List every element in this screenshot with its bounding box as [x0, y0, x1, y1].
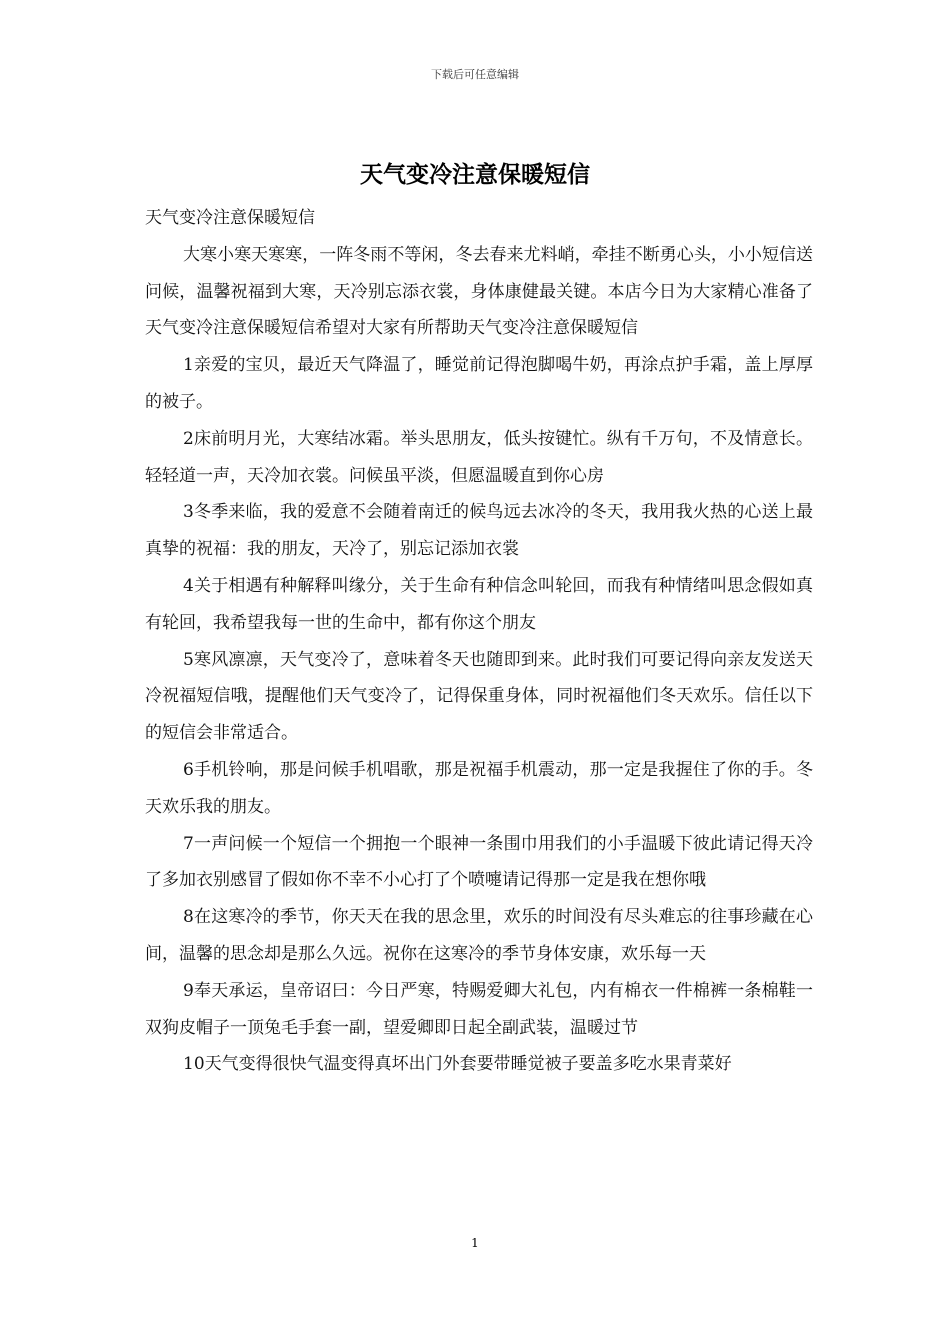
- message-item: 8在这寒冷的季节，你天天在我的思念里，欢乐的时间没有尽头难忘的往事珍藏在心间，温馨的思念却是那么久远。祝你在这寒冷的季节身体安康，欢乐每一天: [145, 907, 813, 964]
- document-subtitle: 天气变冷注意保暖短信: [145, 208, 315, 228]
- page-number: 1: [471, 1236, 479, 1250]
- message-item: 2床前明月光，大寒结冰霜。举头思朋友，低头按键忙。纵有千万句，不及情意长。轻轻道一声，天冷加衣裳。问候虽平淡，但愿温暖直到你心房: [145, 428, 813, 486]
- message-item: 5寒风凛凛，天气变冷了，意味着冬天也随即到来。此时我们可要记得向亲友发送天冷祝福短信哦，提醒他们天气变冷了，记得保重身体，同时祝福他们冬天欢乐。信任以下的短信会非常适合。: [145, 649, 813, 744]
- message-item: 3冬季来临，我的爱意不会随着南迁的候鸟远去冰冷的冬天，我用我火热的心送上最真挚的祝福：我的朋友，天冷了，别忘记添加衣裳: [145, 502, 813, 560]
- message-item: 10天气变得很快气温变得真坏出门外套要带睡觉被子要盖多吃水果青菜好: [183, 1054, 732, 1075]
- intro-paragraph: 大寒小寒天寒寒，一阵冬雨不等闲，冬去春来尤料峭，牵挂不断勇心头，小小短信送问候，温馨祝福到大寒，天冷别忘添衣裳，身体康健最关键。本店今日为大家精心准备了天气变冷注意保暖短信希望对大家有所帮助天气变冷注意保暖短信: [145, 244, 813, 339]
- document-body: [145, 200, 813, 1083]
- message-item: 9奉天承运，皇帝诏曰：今日严寒，特赐爱卿大礼包，内有棉衣一件棉裤一条棉鞋一双狗皮帽子一顶兔毛手套一副，望爱卿即日起全副武装，温暖过节: [145, 980, 813, 1038]
- message-item: 6手机铃响，那是问候手机唱歌，那是祝福手机震动，那一定是我握住了你的手。冬天欢乐我的朋友。: [145, 759, 813, 817]
- header-note: 下载后可任意编辑: [431, 68, 519, 81]
- message-item: 4关于相遇有种解释叫缘分，关于生命有种信念叫轮回，而我有种情绪叫思念假如真有轮回，我希望我每一世的生命中，都有你这个朋友: [145, 575, 813, 633]
- message-item: 7一声问候一个短信一个拥抱一个眼神一条围巾用我们的小手温暖下彼此请记得天冷了多加衣别感冒了假如你不幸不小心打了个喷嚏请记得那一定是我在想你哦: [145, 833, 813, 891]
- document-title: 天气变冷注意保暖短信: [360, 161, 590, 188]
- message-item: 1亲爱的宝贝，最近天气降温了，睡觉前记得泡脚喝牛奶，再涂点护手霜，盖上厚厚的被子。: [145, 355, 813, 412]
